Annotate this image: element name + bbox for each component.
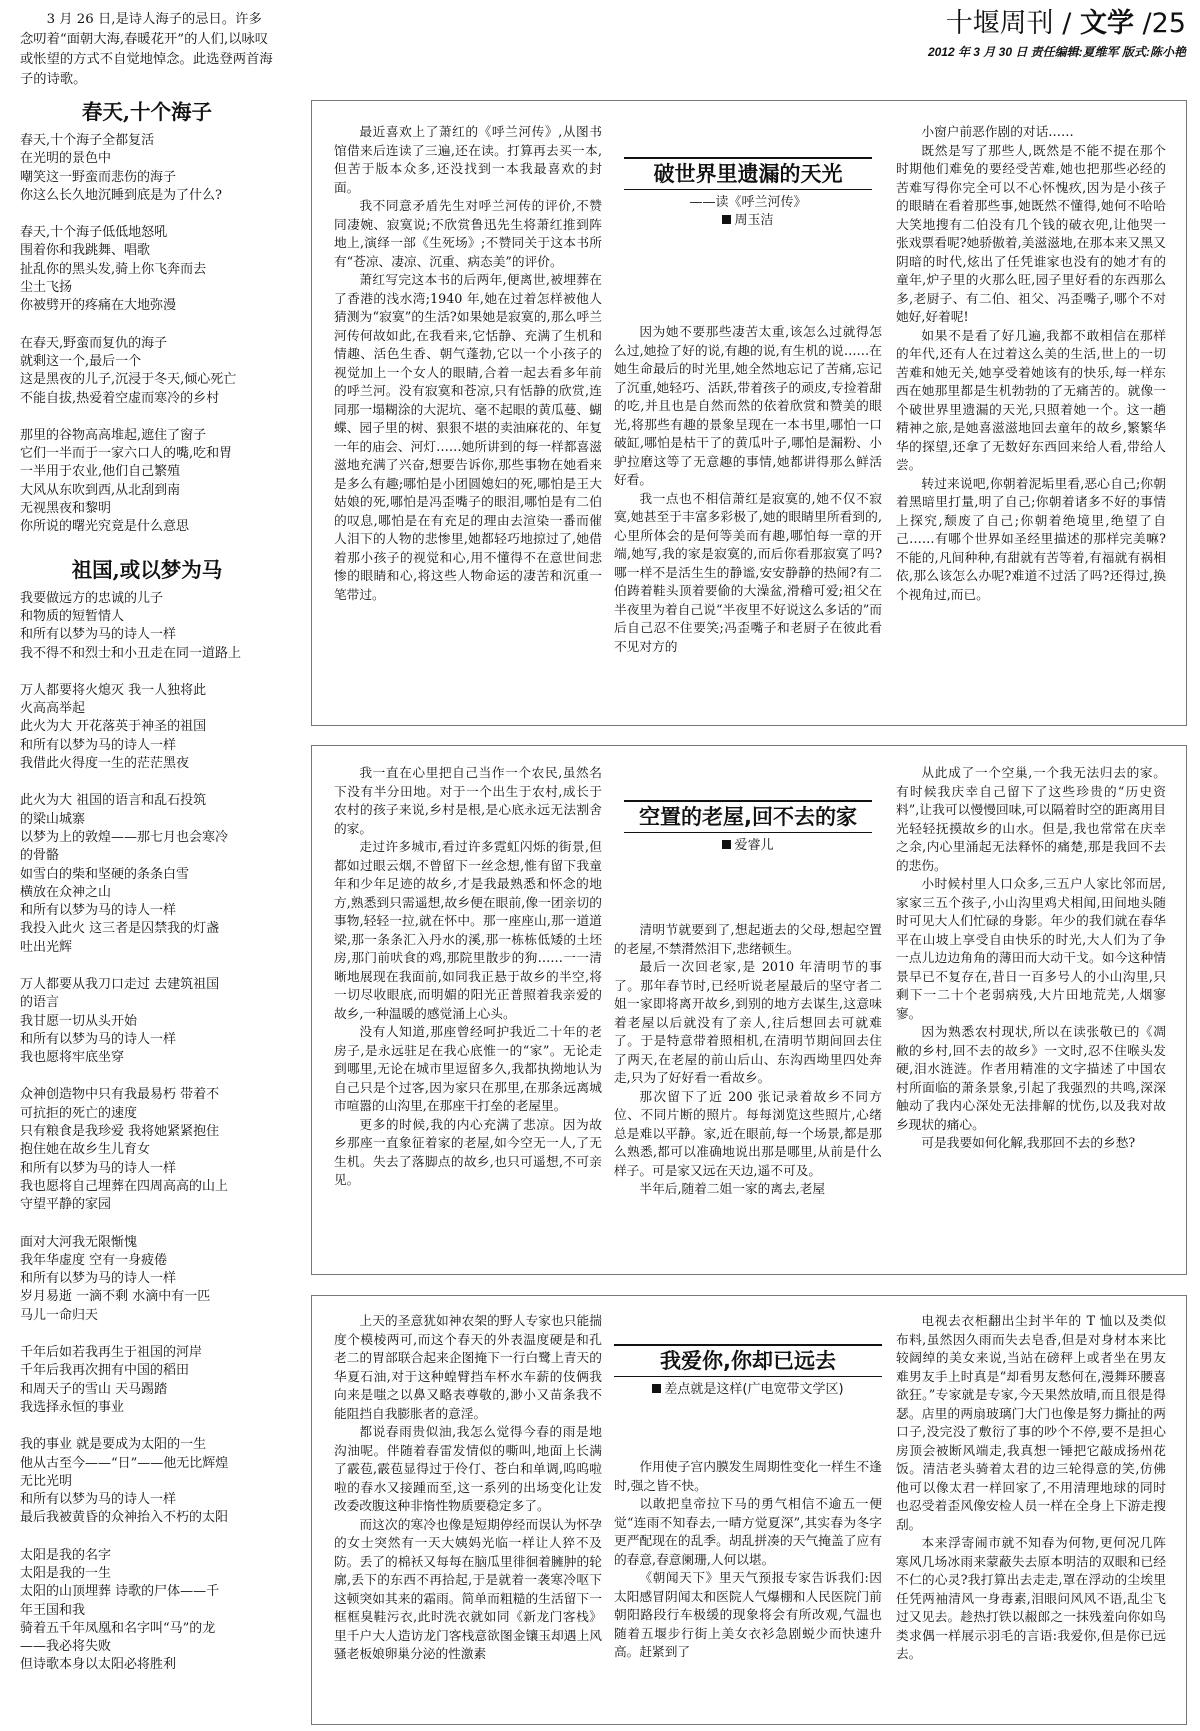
paragraph: 清明节就要到了,想起逝去的父母,想起空置的老屋,不禁潸然泪下,悲绪顿生。 — [614, 922, 882, 956]
poem-line: 我借此火得度一生的茫茫黑夜 — [20, 756, 190, 772]
poem-line: 此火为大 开花落英于神圣的祖国 — [20, 719, 207, 735]
poem-line: 只有粮食是我珍爱 我将她紧紧抱住 — [20, 1124, 220, 1140]
article2-col1 — [334, 764, 602, 1264]
poetry-intro: 3 月 26 日,是诗人海子的忌日。许多念叨着“面朝大海,春暖花开”的人们,以咏叹或怅望的方式不自觉地悼念。此选登两首海子的诗歌。 — [20, 12, 273, 87]
paragraph: 电视去衣柜翻出尘封半年的 T 恤以及类似布料,虽然因久雨而失去皂香,但是对身材本来比较阔绰的美女来说,当站在磅秤上或者坐在男友难男友手上时真是“却看男友愁何在,漫舞环腰喜欲狂。”专家就是专家,今天果然放晴,而且很是得瑟。店里的两扇玻璃门大门也像是努力撕扯的两口子,没完没了敷衍了事的吵个不停,要不是担心房顶会被断风端走,我真想一锤把它敲成扬州花饭。清洁老头骑着太君的边三轮得意的笑,仿佛他可以像太君一样回家了,不用清理地球的同时也忍受着歪风像安检人员一样在全身上下游走搜刮。 — [896, 1313, 1166, 1532]
paragraph: 我一直在心里把自己当作一个农民,虽然名下没有半分田地。对于一个出生于农村,成长于农村的孩子来说,乡村是根,是心底永远无法割舍的家。 — [334, 765, 602, 836]
paragraph: 小时候村里人口众多,三五户人家比邻而居,家家三五个孩子,小山沟里鸡犬相闻,田间地头随时可见大人们忙碌的身影。年少的我们就在春华平在山坡上享受自由快乐的时光,大人们为了争一点儿边边角角的薄田而大动干戈。如今这种情景早已不复存在,昔日一百多号人的小山沟里,只剩下一二十个老弱病残,大片田地荒芜,人烟寥寥。 — [896, 876, 1166, 1021]
paragraph: 《朝闻天下》里天气预报专家告诉我们:因太阳感冒阴闻太和医院人气爆棚和人民医院门前朝阳路段行车极缓的现象将会有所改观,气温也随着五堰步行街上美女衣衫急剧蜕少而快速升高。赶紧到了 — [614, 1570, 882, 1659]
poem-line: 围着你和我跳舞、唱歌 — [20, 243, 151, 259]
article1-col1 — [334, 123, 602, 713]
poem-line: 和所有以梦为马的诗人一样 — [20, 1271, 177, 1287]
article1-title: 破世界里遗漏的天光 — [624, 157, 872, 190]
poem1-title: 春天,十个海子 — [81, 100, 213, 124]
poem-line: 他从古至今——“日”——他无比辉煌 — [20, 1455, 229, 1471]
poem-line: 这是黑夜的儿子,沉浸于冬天,倾心死亡 — [20, 372, 237, 388]
poem-line: 那里的谷物高高堆起,遮住了窗子 — [20, 427, 207, 443]
stanza — [20, 1086, 274, 1214]
article2-col2 — [614, 921, 882, 1264]
paragraph: 我一点也不相信萧红是寂寞的,她不仅不寂寞,她甚至于丰富多彩极了,她的眼睛里所看到的,心里所体会的是何等美而有趣,哪怕每一章的开端,她写,我的家是寂寞的,而后你看那寂寞了吗?哪一样不是活生生的静谧,安安静静的热闹?有二伯踌着鞋头顶着要偷的大澡盆,滑稽可爱;祖父在半夜里为着自己说“半夜里不好说这么多话的”而后自己忍不住要笑;冯歪嘴子和老厨子在彼此看不见对方的 — [614, 490, 882, 654]
article3-title: 我爱你,你却已远去 — [614, 1344, 882, 1377]
poem-line: 我也愿将自己埋葬在四周高高的山上 — [20, 1178, 229, 1194]
paragraph: 可是我要如何化解,我那回不去的乡愁? — [921, 1135, 1136, 1150]
author-marker-icon — [652, 1384, 661, 1393]
poem-line: 就剩这一个,最后一个 — [20, 353, 142, 369]
page-number: /25 — [1133, 8, 1186, 39]
article1-col3 — [896, 123, 1166, 713]
paragraph: 走过许多城市,看过许多霓虹闪烁的街景,但都如过眼云烟,不曾留下一丝念想,惟有留下我童年和少年足迹的故乡,才是我最熟悉和怀念的地方,熟悉到只需遥想,故乡便在眼前,像一团亲切的事物,轻轻一拉,就在怀中。那一座座山,那一道道梁,那一条条汇入丹水的溪,那一栋栋低矮的土坯房,那门前吠食的鸡,那院里散步的狗……一一清晰地展现在我面前,如同我正悬于故乡的半空,将一切尽收眼底,而明媚的阳光正普照着我亲爱的故乡,一种温暖的感觉涌上心头。 — [334, 839, 602, 1021]
poem-line: 面对大河我无限惭愧 — [20, 1234, 138, 1250]
poem-line: 你被劈开的疼痛在大地弥漫 — [20, 298, 177, 314]
stanza — [20, 1234, 274, 1325]
article3-author-name: 差点就是这样 — [664, 1382, 743, 1397]
poem-line: 不能自拔,热爱着空虚而寒冷的乡村 — [20, 390, 220, 406]
poem-line: 骑着五千年凤凰和名字叫“马”的龙 — [20, 1620, 216, 1636]
poem-line: 和周天子的雪山 天马踢踏 — [20, 1381, 168, 1397]
poem-line: 一半用于农业,他们自己繁殖 — [20, 464, 181, 480]
article3-col3 — [896, 1312, 1166, 1716]
poem-line: 如雪白的柴和坚硬的条条白雪 — [20, 866, 190, 882]
paragraph: 那次留下了近 200 张记录着故乡不同方位、不同片断的照片。每每浏览这些照片,心绪总是难以平静。家,近在眼前,每一个场景,都是那么熟悉,都可以准确地说出那是哪里,从前是什么样子。可是家又远在天边,遥不可及。 — [614, 1088, 882, 1178]
stanza — [20, 335, 274, 408]
poem-line: 万人都要将火熄灭 我一人独将此 — [20, 682, 207, 698]
poem-line: 马儿一命归天 — [20, 1307, 99, 1323]
poem-line: 吐出光辉 — [20, 939, 73, 955]
poem-line: 抱住她在故乡生儿育女 — [20, 1142, 151, 1158]
poem-line: 可抗拒的死亡的速度 — [20, 1105, 138, 1121]
section-name: 文学 — [1079, 8, 1134, 39]
poem-line: 千年后我再次拥有中国的稻田 — [20, 1363, 190, 1379]
article2-author — [624, 837, 872, 855]
stanza — [20, 1547, 274, 1675]
author-marker-icon — [722, 215, 731, 224]
paragraph: 作用使子宫内膜发生周期性变化一样生不逢时,强之皆不快。 — [614, 1459, 882, 1493]
poem-line: 年王国和我 — [20, 1602, 86, 1618]
poem-line: 的梁山城寨 — [20, 811, 86, 827]
poem-line: 的骨骼 — [20, 848, 60, 864]
stanza — [20, 682, 274, 773]
poem-line: 太阳是我的一生 — [20, 1566, 112, 1581]
poem-line: 在春天,野蛮而复仇的海子 — [20, 335, 168, 351]
article3-col2 — [614, 1458, 882, 1716]
author-marker-icon — [722, 840, 731, 849]
stanza — [20, 132, 274, 205]
article2-col3 — [896, 764, 1166, 1264]
article3-heading — [614, 1344, 882, 1399]
poem-line: 我投入此火 这三者是囚禁我的灯盏 — [20, 921, 220, 937]
paragraph: 最后一次回老家,是 2010 年清明节的事了。那年春节时,已经听说老屋最后的坚守者二姐一家即将离开故乡,到别的地方去谋生,这意味着老屋以后就没有了亲人,往后想回去可就难了。于是特意带着照相机,在清明节期间回去住了两天,在老屋的前山后山、东沟西坳里四处奔走,只为了好好看一看故乡。 — [614, 959, 882, 1085]
poem-line: 火高高举起 — [20, 701, 86, 717]
article3-author — [614, 1381, 882, 1399]
poem1-body — [20, 132, 274, 537]
masthead-meta: 2012 年 3 月 30 日 责任编辑:夏维军 版式:陈小艳 — [927, 45, 1186, 59]
paragraph: 小窗户前恶作剧的对话…… — [921, 124, 1074, 139]
article1-box — [311, 100, 1187, 726]
article2-author-name: 爱睿儿 — [734, 838, 774, 853]
poem-line: 我也愿将牢底坐穿 — [20, 1050, 125, 1066]
poem-line: 此火为大 祖国的语言和乱石投筑 — [20, 793, 207, 809]
poem-line: 嘲笑这一野蛮而悲伤的海子 — [20, 169, 177, 185]
paragraph: 半年后,随着二姐一家的离去,老屋 — [639, 1181, 826, 1196]
paragraph: 既然是写了那些人,既然是不能不提在那个时期他们难免的要经受苦难,她也把那些必经的苦难写得你完全可以不心怀愧疚,因为是小孩子的眼睛在看着那些事,她既然不懂得,她何不哈哈大笑地搜有二伯没有几个钱的破衣兜,让他哭一张戏票看呢?她骄傲着,美滋滋地,在那本来又黑又阴暗的时代,炫出了任凭谁家也没有的她才有的童年,炉子里的火那么旺,园子里好看的东西那么多,老厨子、有二伯、祖父、冯歪嘴子,哪个不对她好,好着呢! — [896, 142, 1166, 324]
poem-line: 我不得不和烈士和小丑走在同一道路上 — [20, 645, 242, 661]
poem-line: 无视黑夜和黎明 — [20, 501, 112, 517]
poem-line: 我的事业 就是要成为太阳的一生 — [20, 1437, 207, 1453]
paper-name: 十堰周刊 / — [945, 8, 1080, 39]
poem-line: 扯乱你的黑头发,骑上你飞奔而去 — [20, 261, 207, 277]
stanza — [20, 792, 274, 957]
poem-line: 我要做远方的忠诚的儿子 — [20, 590, 164, 606]
article3-box — [311, 1295, 1187, 1725]
poem-line: 和所有以梦为马的诗人一样 — [20, 1031, 177, 1047]
poem-line: 和所有以梦为马的诗人一样 — [20, 737, 177, 753]
poem-line: ——我必将失败 — [20, 1639, 112, 1655]
article1-subtitle: ——读《呼兰河传》 — [689, 195, 807, 210]
poem-line: 太阳的山顶埋葬 诗歌的尸体——千 — [20, 1584, 220, 1600]
poem-line: 春天,十个海子低低地怒吼 — [20, 225, 168, 241]
article1-heading — [624, 157, 872, 230]
poem-line: 和所有以梦为马的诗人一样 — [20, 1492, 177, 1508]
poem-line: 千年后如若我再生于祖国的河岸 — [20, 1345, 203, 1361]
article1-author — [624, 212, 872, 230]
poem-line: 和所有以梦为马的诗人一样 — [20, 627, 177, 643]
article2-heading — [624, 800, 872, 855]
article1-author-name: 周玉洁 — [734, 213, 774, 228]
stanza — [20, 1436, 274, 1527]
article2-title: 空置的老屋,回不去的家 — [624, 800, 872, 833]
paragraph: 本来浮寄闹市就不知春为何物,更何况几阵寒风几场冰雨来蒙蔽失去原本明洁的双眼和已经不仁的心灵?我打算出去走走,罩在浮动的尘埃里任凭两袖清风一身毒素,泪眼问风风不语,乱尘飞过又见去。趁热打铁以赧郎之一抹残羞向你如鸟类求偶一样展示羽毛的言语:我爱你,但是你已远去。 — [896, 1535, 1166, 1661]
paragraph: 转过来说吧,你朝着泥垢里看,恶心自己;你朝着黑暗里打量,明了自己;你朝着诸多不好的事情上探究,颓废了自己;你朝着绝境里,绝望了自己……有哪个世界如圣经里描述的那样完美嘛?不能的,凡间种种,有甜就有苦等着,有福就有祸相依,那么该怎么办呢?难道不过活了吗?还得过,换个视角过,而已。 — [896, 475, 1166, 602]
paragraph: 萧红写完这本书的后两年,便离世,被埋葬在了香港的浅水湾;1940 年,她在过着怎样被他人猜测为“寂寞”的生活?如果她是寂寞的,那么呼兰河传何故如此,在我看来,它恬静、充满了生机和情趣、活色生香、朝气蓬勃,它以一个小孩子的视觉加上一个女人的眼睛,合着一起去看多年前的呼兰河。没有寂寞和苍凉,只有恬静的欣赏,连同那一塌糊涂的大泥坑、毫不起眼的黄瓜蔓、蝴蝶、园子里的树、狠狠不堪的卖油麻花的、年复一年的庙会、河灯……她所讲到的每一样都喜滋滋地充满了兴奋,想要告诉你,那些事物在她看来是多么有趣;哪怕是小团圆媳妇的死,哪怕是王大姑娘的死,哪怕是冯歪嘴子的眼泪,哪怕是有二伯的叹息,哪怕是在有充足的理由去渲染一番而催人泪下的人物的悲惨里,她都轻巧地掠过了,她借着那小孩子的视觉和心,用不懂得不在意世间悲惨的眼睛和心,将这些人物命运的凄苦和沉重一笔带过。 — [334, 272, 602, 602]
stanza — [20, 976, 274, 1067]
poem-line: 大风从东吹到西,从北刮到南 — [20, 482, 181, 498]
paragraph: 没有人知道,那座曾经呵护我近二十年的老房子,是永远驻足在我心底惟一的“家”。无论走到哪里,无论在城市里逗留多久,我都执拗地认为自己只是个过客,因为家只在那里,在那条远离城市喧嚣的山沟里,在那座干打垒的老屋里。 — [334, 1024, 602, 1113]
poem-line: 的语言 — [20, 995, 60, 1011]
paragraph: 最近喜欢上了萧红的《呼兰河传》,从图书馆借来后连读了三遍,还在读。打算再去买一本,但苦于版本众多,还没找到一本我最喜欢的封面。 — [334, 124, 602, 195]
article3-author-note: (广电宽带文学区) — [742, 1382, 844, 1397]
poem-line: 它们一半而于一家六口人的嘴,吃和胃 — [20, 446, 233, 462]
poem-line: 守望平静的家园 — [20, 1197, 112, 1213]
article3-col1 — [334, 1312, 602, 1716]
stanza — [20, 427, 274, 537]
poem-line: 太阳是我的名字 — [20, 1547, 112, 1563]
poem-line: 你所说的曙光究竟是什么意思 — [20, 519, 190, 535]
poem-line: 和所有以梦为马的诗人一样 — [20, 903, 177, 919]
paragraph: 以敢把皇帝拉下马的勇气相信不逾五一便觉“连雨不知春去,一晴方觉夏深”,其实春为冬字更严配现在的乱季。胡乱拼凑的天气掩盖了应有的春意,春意阑珊,人何以堪。 — [614, 1496, 882, 1567]
paragraph: 因为熟悉农村现状,所以在读张敬已的《凋敝的乡村,回不去的故乡》一文时,忍不住喉头发硬,泪水涟涟。作者用精准的文字描述了中国农村所面临的萧条景象,引起了我强烈的共鸣,深深触动了我内心深处无法排解的忧伤,以及我对故乡现状的痛心。 — [896, 1024, 1166, 1132]
article2-box — [311, 745, 1187, 1275]
poetry-column — [20, 10, 274, 1722]
paragraph: 上天的圣意犹如神农架的野人专家也只能揣度个模棱两可,而这个春天的外表温度硬是和孔老二的胃部联合起来企图掩下一行白鹭上青天的华夏石油,对于这种蝗臂挡车杯水车薪的伎俩我向来是嗤之以鼻又略表尊敬的,渺小又苗条我不能阻挡自我膨胀者的意淫。 — [334, 1313, 602, 1421]
poem-line: 但诗歌本身以太阳必将胜利 — [20, 1657, 177, 1673]
poem-line: 我年华虚度 空有一身疲倦 — [20, 1252, 168, 1268]
poem-line: 众神创造物中只有我最易朽 带着不 — [20, 1087, 220, 1103]
poem-line: 岁月易逝 一滴不剩 水滴中有一匹 — [20, 1289, 211, 1305]
paragraph: 如果不是看了好几遍,我都不敢相信在那样的年代,还有人在过着这么美的生活,世上的一切苦难和她无关,她享受着她该有的快乐,每一样东西在她那里都是生机勃勃的了无痛苦的。就像一个破世界里遗漏的天光,只照着她一个。这一趟精神之旅,是她喜滋滋地回去童年的故乡,繁繁华华的探望,还拿了无数好东西回来给人看,带给人尝。 — [896, 327, 1166, 472]
poem-line: 和物质的短暂情人 — [20, 608, 125, 624]
paragraph: 而这次的寒冷也像是短期停经而误认为怀孕的女士突然有一天大姨妈光临一样让人猝不及防。丢了的棉袄又每每在脑瓜里徘徊着臃肿的轮廓,丢下的东西不再拾起,于是就着一袭寒冷呕下这顿突如其来的霜雨。简单而粗糙的生活留下一框框臭鞋污衣,此时洗衣就如同《新龙门客栈》里千户大人造访龙门客栈意欲图金镶玉却遇上风骚老板娘卵巢分泌的性激素 — [334, 1516, 602, 1661]
paragraph: 因为她不要那些凄苦太重,该怎么过就得怎么过,她捡了好的说,有趣的说,有生机的说……在她生命最后的时光里,她全然地忘记了苦痛,忘记了沉重,她轻巧、活跃,带着孩子的顽皮,专捡着甜的吃,并且也是自然而然的依着欣赏和赞美的眼光,将那些有趣的景象呈现在一本书里,哪怕一口破缸,哪怕是枯干了的黄瓜叶子,哪怕是漏粉、小驴拉磨这等了无意趣的事情,她都讲得那么鲜活好看。 — [614, 324, 882, 487]
stanza — [20, 590, 274, 663]
masthead — [928, 6, 1186, 60]
stanza — [20, 224, 274, 315]
paragraph: 都说春雨贵似油,我怎么觉得今春的雨是地沟油呢。伴随着春雷发情似的嘶叫,地面上长满了霰苞,霰苞显得过于伶仃、苍白和单调,呜呜啦啦的春水又接踵而至,这一系列的出场变化让发改委改腹这种非惰性物质要稳定多了。 — [334, 1424, 602, 1513]
poem-line: 你这么长久地沉睡到底是为了什么? — [20, 187, 222, 203]
poem-line: 万人都要从我刀口走过 去建筑祖国 — [20, 976, 220, 992]
poem-line: 我甘愿一切从头开始 — [20, 1013, 138, 1029]
poem-line: 春天,十个海子全都复活 — [20, 133, 155, 148]
masthead-title — [928, 6, 1186, 42]
paragraph: 更多的时候,我的内心充满了悲凉。因为故乡那座一直象征着家的老屋,如今空无一人,了无生机。失去了落脚点的故乡,也只可遥想,不可亲见。 — [334, 1116, 602, 1187]
poem-line: 以梦为上的敦煌——那七月也会寒冷 — [20, 829, 229, 845]
poem-line: 我选择永恒的事业 — [20, 1399, 125, 1415]
poem-line: 横放在众神之山 — [20, 884, 112, 900]
poem-line: 尘土飞扬 — [20, 280, 73, 296]
stanza — [20, 1344, 274, 1417]
poem-line: 最后我被黄昏的众神抬入不朽的太阳 — [20, 1510, 229, 1526]
poem2-title: 祖国,或以梦为马 — [71, 557, 223, 582]
poem-line: 在光明的景色中 — [20, 151, 112, 167]
article1-col2 — [614, 323, 882, 713]
poem-line: 无比光明 — [20, 1473, 73, 1489]
paragraph: 我不同意矛盾先生对呼兰河传的评价,不赞同凄婉、寂寞说;不欣赏鲁迅先生将萧红推到阵地上,演绎一部《生死场》;不赞同关于这本书所有“苍凉、凄凉、沉重、病态美”的评价。 — [334, 198, 602, 269]
paragraph: 从此成了一个空巢,一个我无法归去的家。有时候我庆幸自己留下了这些珍贵的“历史资料”,让我可以慢慢回味,可以隔着时空的距离用目光轻轻抚摸故乡的山水。但是,我也常常在庆幸之余,内心里涌起无法释怀的痛楚,那是我回不去的悲伤。 — [896, 765, 1166, 873]
poem2-body — [20, 590, 274, 1675]
poem-line: 和所有以梦为马的诗人一样 — [20, 1160, 177, 1176]
